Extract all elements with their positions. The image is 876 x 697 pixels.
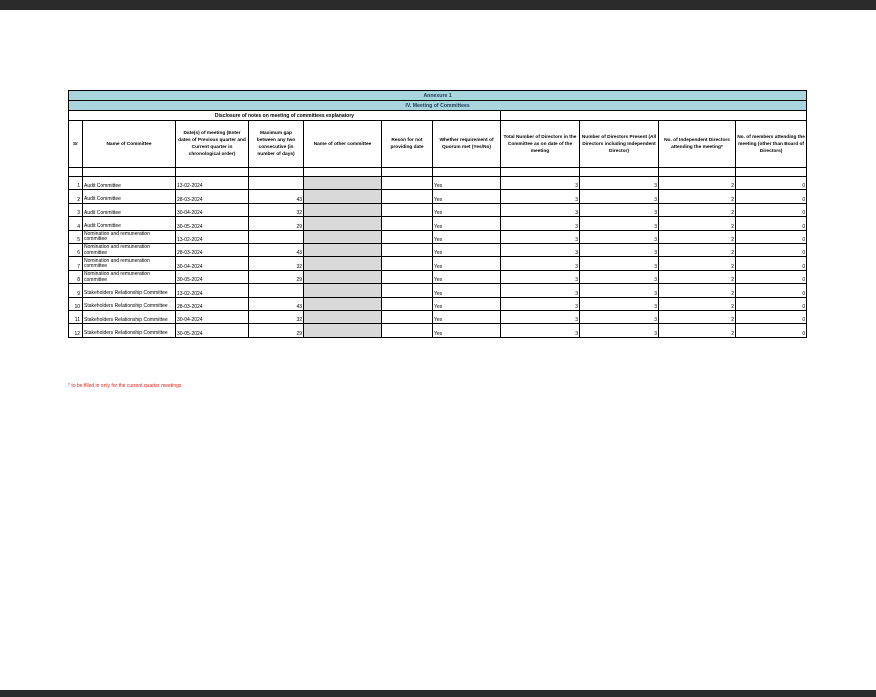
table-row — [69, 270, 807, 283]
reason-cell — [382, 203, 433, 216]
max-gap-cell: 43 — [249, 190, 304, 203]
column-header: No. of Independent Directors attending the meeting* — [659, 121, 736, 168]
max-gap-cell — [249, 177, 304, 190]
quorum-cell: Yes — [433, 324, 501, 337]
sr-cell: 9 — [69, 284, 83, 297]
disclosure-title: Disclosure of notes on meeting of committees explanatory — [69, 111, 501, 121]
quorum-cell: Yes — [433, 270, 501, 283]
table-row — [69, 310, 807, 323]
total-directors-cell: 3 — [501, 270, 580, 283]
other-committee-cell — [304, 177, 382, 190]
independent-directors-cell: 2 — [659, 324, 736, 337]
reason-cell — [382, 297, 433, 310]
independent-directors-cell: 2 — [659, 190, 736, 203]
committee-name-cell: Nomination and remuneration committee — [83, 230, 176, 243]
independent-directors-cell: 2 — [659, 217, 736, 230]
committee-name-cell: Audit Committee — [83, 190, 176, 203]
disclosure-blank — [501, 111, 807, 121]
directors-present-cell: 3 — [580, 324, 659, 337]
committee-name-cell: Stakeholders Relationship Committee — [83, 324, 176, 337]
column-header: Total Number of Directors in the Committee as on date of the meeting — [501, 121, 580, 168]
column-header: Name of Committee — [83, 121, 176, 168]
directors-present-cell: 3 — [580, 284, 659, 297]
other-members-cell: 0 — [736, 257, 807, 270]
meeting-date-cell: 30-05-2024 — [176, 324, 249, 337]
window-bottom-bar — [0, 690, 876, 697]
committee-name-cell: Nomination and remuneration committee — [83, 257, 176, 270]
table-row — [69, 243, 807, 256]
other-committee-cell — [304, 324, 382, 337]
total-directors-cell: 3 — [501, 217, 580, 230]
directors-present-cell: 3 — [580, 230, 659, 243]
total-directors-cell: 3 — [501, 310, 580, 323]
sr-cell: 7 — [69, 257, 83, 270]
meeting-date-cell: 13-02-2024 — [176, 230, 249, 243]
other-committee-cell — [304, 230, 382, 243]
sr-cell: 12 — [69, 324, 83, 337]
table-row — [69, 257, 807, 270]
independent-directors-cell: 2 — [659, 284, 736, 297]
table-row — [69, 217, 807, 230]
other-members-cell: 0 — [736, 324, 807, 337]
column-header: Reson for not providing date — [382, 121, 433, 168]
independent-directors-cell: 2 — [659, 243, 736, 256]
total-directors-cell: 3 — [501, 243, 580, 256]
other-members-cell: 0 — [736, 284, 807, 297]
other-members-cell: 0 — [736, 217, 807, 230]
committee-meetings-table — [68, 90, 807, 338]
reason-cell — [382, 324, 433, 337]
other-committee-cell — [304, 310, 382, 323]
sr-cell: 11 — [69, 310, 83, 323]
reason-cell — [382, 243, 433, 256]
section-title: IV. Meeting of Committees — [69, 101, 807, 111]
committee-name-cell: Audit Committee — [83, 203, 176, 216]
quorum-cell: Yes — [433, 297, 501, 310]
meeting-date-cell: 13-02-2024 — [176, 177, 249, 190]
other-members-cell: 0 — [736, 270, 807, 283]
committee-name-cell: Nomination and remuneration committee — [83, 270, 176, 283]
max-gap-cell: 29 — [249, 270, 304, 283]
other-members-cell: 0 — [736, 310, 807, 323]
total-directors-cell: 3 — [501, 324, 580, 337]
sr-cell: 2 — [69, 190, 83, 203]
meeting-date-cell: 28-03-2024 — [176, 190, 249, 203]
independent-directors-cell: 2 — [659, 270, 736, 283]
total-directors-cell: 3 — [501, 230, 580, 243]
reason-cell — [382, 310, 433, 323]
max-gap-cell: 32 — [249, 257, 304, 270]
independent-directors-cell: 2 — [659, 230, 736, 243]
other-committee-cell — [304, 190, 382, 203]
meeting-date-cell: 30-04-2024 — [176, 310, 249, 323]
quorum-cell: Yes — [433, 284, 501, 297]
total-directors-cell: 3 — [501, 284, 580, 297]
meeting-date-cell: 28-03-2024 — [176, 243, 249, 256]
reason-cell — [382, 190, 433, 203]
directors-present-cell: 3 — [580, 177, 659, 190]
reason-cell — [382, 257, 433, 270]
sr-cell: 8 — [69, 270, 83, 283]
table-row — [69, 190, 807, 203]
committee-name-cell: Nomination and remuneration committee — [83, 243, 176, 256]
window-top-bar — [0, 0, 876, 10]
spacer-row — [69, 168, 807, 177]
directors-present-cell: 3 — [580, 257, 659, 270]
other-members-cell: 0 — [736, 177, 807, 190]
annexure-title: Annexure 1 — [69, 91, 807, 101]
meeting-date-cell: 30-05-2024 — [176, 270, 249, 283]
independent-directors-cell: 2 — [659, 203, 736, 216]
directors-present-cell: 3 — [580, 190, 659, 203]
reason-cell — [382, 177, 433, 190]
directors-present-cell: 3 — [580, 270, 659, 283]
independent-directors-cell: 2 — [659, 310, 736, 323]
meeting-date-cell: 30-05-2024 — [176, 217, 249, 230]
meeting-date-cell: 30-04-2024 — [176, 203, 249, 216]
sr-cell: 5 — [69, 230, 83, 243]
max-gap-cell: 32 — [249, 203, 304, 216]
column-header: Name of other committee — [304, 121, 382, 168]
total-directors-cell: 3 — [501, 190, 580, 203]
reason-cell — [382, 284, 433, 297]
table-row — [69, 324, 807, 337]
quorum-cell: Yes — [433, 243, 501, 256]
independent-directors-cell: 2 — [659, 177, 736, 190]
column-header-row — [69, 121, 807, 168]
quorum-cell: Yes — [433, 190, 501, 203]
other-committee-cell — [304, 243, 382, 256]
committee-name-cell: Stakeholders Relationship Committee — [83, 284, 176, 297]
sr-cell: 4 — [69, 217, 83, 230]
total-directors-cell: 3 — [501, 177, 580, 190]
reason-cell — [382, 230, 433, 243]
meeting-date-cell: 28-03-2024 — [176, 297, 249, 310]
sr-cell: 6 — [69, 243, 83, 256]
total-directors-cell: 3 — [501, 297, 580, 310]
independent-directors-cell: 2 — [659, 257, 736, 270]
sr-cell: 10 — [69, 297, 83, 310]
column-header: Whether requirement of Quorum met (Yes/No) — [433, 121, 501, 168]
other-members-cell: 0 — [736, 297, 807, 310]
independent-directors-cell: 2 — [659, 297, 736, 310]
column-header: No. of members attending the meeting (other than Board of Directors) — [736, 121, 807, 168]
table-row — [69, 230, 807, 243]
max-gap-cell: 29 — [249, 324, 304, 337]
max-gap-cell — [249, 284, 304, 297]
max-gap-cell: 32 — [249, 310, 304, 323]
max-gap-cell: 29 — [249, 217, 304, 230]
directors-present-cell: 3 — [580, 297, 659, 310]
other-members-cell: 0 — [736, 230, 807, 243]
directors-present-cell: 3 — [580, 203, 659, 216]
committee-name-cell: Stakeholders Relationship Committee — [83, 310, 176, 323]
committee-name-cell: Audit Committee — [83, 217, 176, 230]
other-members-cell: 0 — [736, 190, 807, 203]
quorum-cell: Yes — [433, 177, 501, 190]
column-header: Sr — [69, 121, 83, 168]
column-header: Maximum gap between any two consecutive (in number of days) — [249, 121, 304, 168]
other-committee-cell — [304, 203, 382, 216]
other-members-cell: 0 — [736, 203, 807, 216]
max-gap-cell — [249, 230, 304, 243]
sr-cell: 1 — [69, 177, 83, 190]
quorum-cell: Yes — [433, 257, 501, 270]
quorum-cell: Yes — [433, 230, 501, 243]
other-committee-cell — [304, 284, 382, 297]
annexure-sheet — [68, 90, 806, 338]
committee-name-cell: Audit Committee — [83, 177, 176, 190]
column-header: Number of Directors Present (All Directors including Independent Director) — [580, 121, 659, 168]
directors-present-cell: 3 — [580, 217, 659, 230]
directors-present-cell: 3 — [580, 310, 659, 323]
committee-name-cell: Stakeholders Relationship Committee — [83, 297, 176, 310]
other-committee-cell — [304, 270, 382, 283]
directors-present-cell: 3 — [580, 243, 659, 256]
table-row — [69, 203, 807, 216]
reason-cell — [382, 217, 433, 230]
column-header: Date(s) of meeting (Enter dates of Previous quarter and Current quarter in chronological order) — [176, 121, 249, 168]
quorum-cell: Yes — [433, 203, 501, 216]
other-committee-cell — [304, 297, 382, 310]
total-directors-cell: 3 — [501, 257, 580, 270]
meeting-date-cell: 30-04-2024 — [176, 257, 249, 270]
table-row — [69, 284, 807, 297]
other-members-cell: 0 — [736, 243, 807, 256]
max-gap-cell: 43 — [249, 243, 304, 256]
footnote: * to be filled in only for the current quarter meetings — [68, 383, 182, 389]
meeting-date-cell: 13-02-2024 — [176, 284, 249, 297]
quorum-cell: Yes — [433, 310, 501, 323]
sr-cell: 3 — [69, 203, 83, 216]
reason-cell — [382, 270, 433, 283]
max-gap-cell: 43 — [249, 297, 304, 310]
total-directors-cell: 3 — [501, 203, 580, 216]
table-row — [69, 177, 807, 190]
table-row — [69, 297, 807, 310]
quorum-cell: Yes — [433, 217, 501, 230]
other-committee-cell — [304, 217, 382, 230]
other-committee-cell — [304, 257, 382, 270]
